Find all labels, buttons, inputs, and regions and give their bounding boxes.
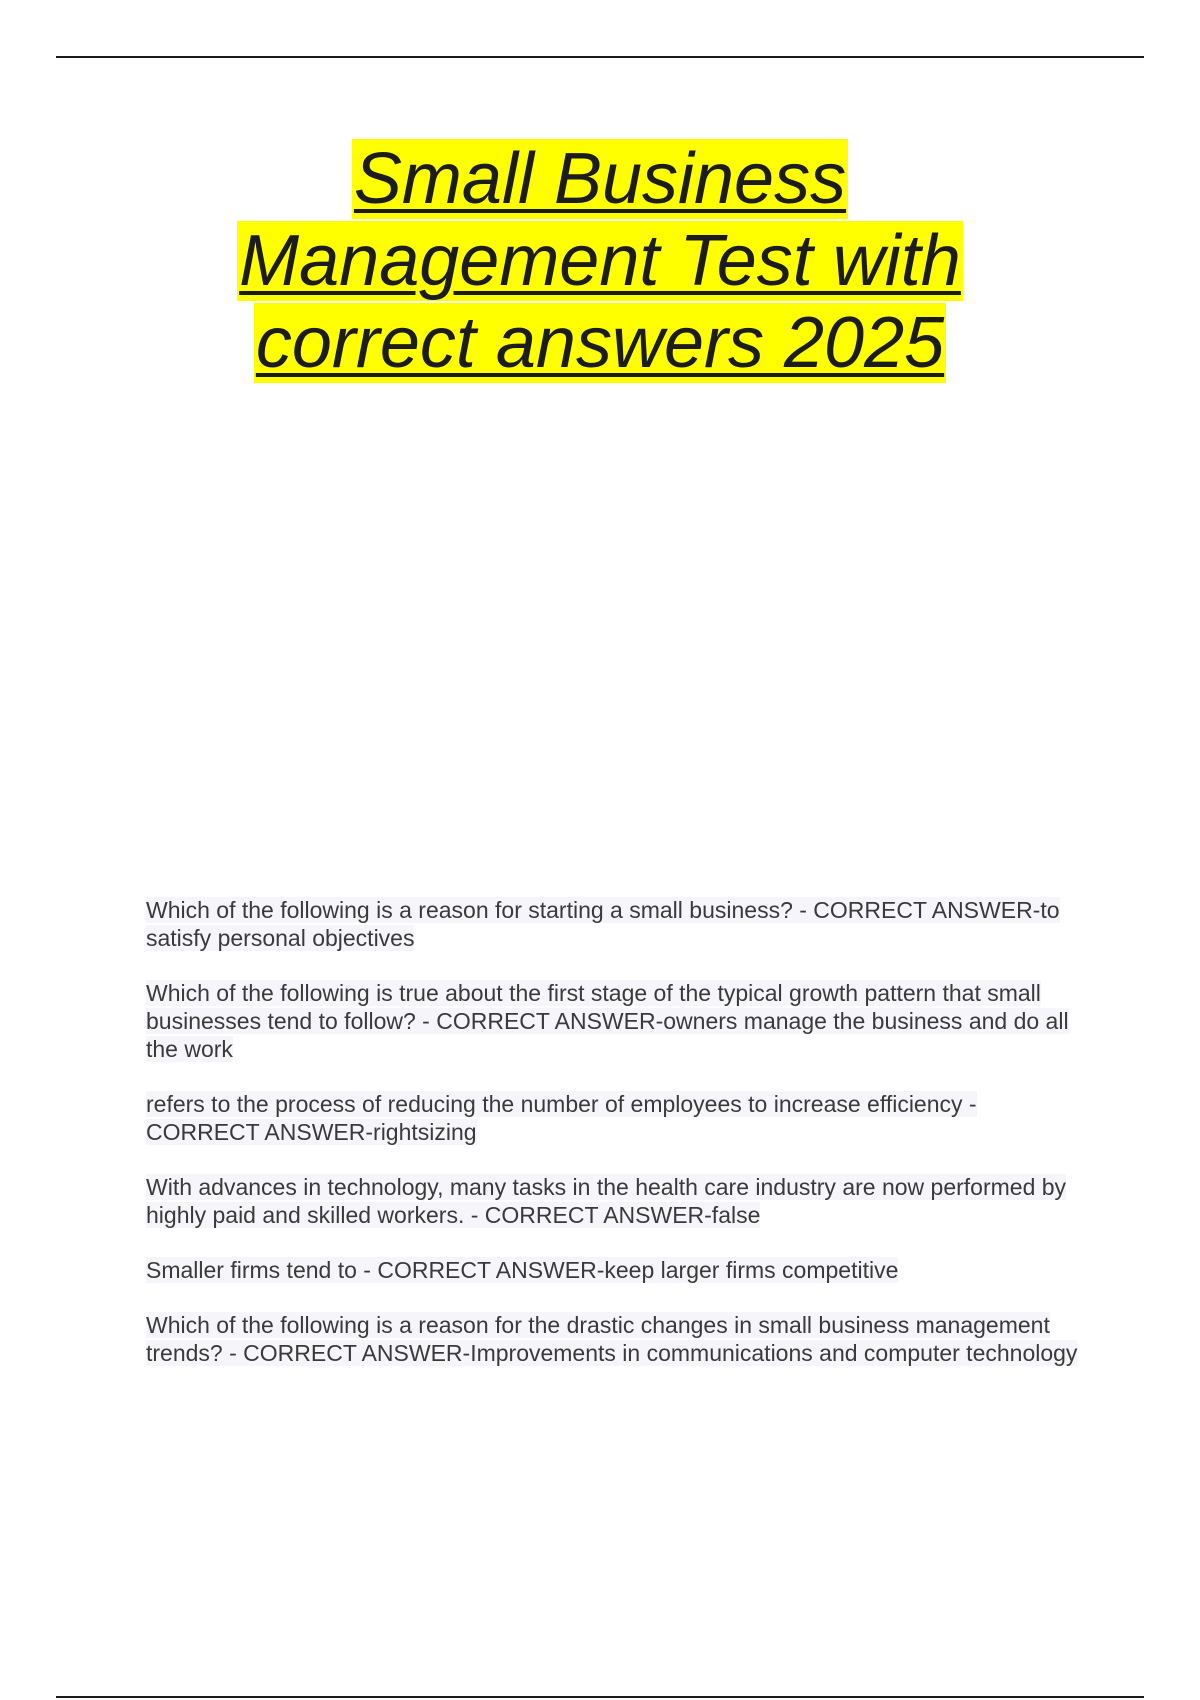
qa-item: [146, 1090, 1096, 1146]
title-heading: [0, 138, 1200, 384]
qa-text: Which of the following is a reason for the drastic changes in small business management trends? - CORRECT ANSWER-Improvements in communications and computer technology: [146, 1312, 1078, 1366]
title-line-2: Management Test with: [239, 221, 961, 301]
qa-text: Which of the following is true about the first stage of the typical growth pattern that small businesses tend to follow? - CORRECT ANSWER-owners manage the business and do all the work: [146, 980, 1069, 1062]
title-line-1: Small Business: [353, 139, 847, 219]
title-line-3: correct answers 2025: [255, 303, 945, 383]
qa-item: [146, 1256, 1096, 1284]
qa-text: refers to the process of reducing the number of employees to increase efficiency - CORRECT ANSWER-rightsizing: [146, 1091, 977, 1145]
bottom-divider: [56, 1696, 1144, 1698]
qa-text: With advances in technology, many tasks in the health care industry are now performed by highly paid and skilled workers. - CORRECT ANSWER-false: [146, 1174, 1067, 1228]
top-divider: [56, 56, 1144, 58]
qa-list: [146, 896, 1096, 1394]
qa-text: Smaller firms tend to - CORRECT ANSWER-keep larger firms competitive: [146, 1257, 899, 1283]
document-title: [0, 138, 1200, 384]
qa-item: [146, 1173, 1096, 1229]
qa-item: [146, 1311, 1096, 1367]
qa-item: [146, 979, 1096, 1063]
qa-text: Which of the following is a reason for starting a small business? - CORRECT ANSWER-to satisfy personal objectives: [146, 897, 1060, 951]
qa-item: [146, 896, 1096, 952]
